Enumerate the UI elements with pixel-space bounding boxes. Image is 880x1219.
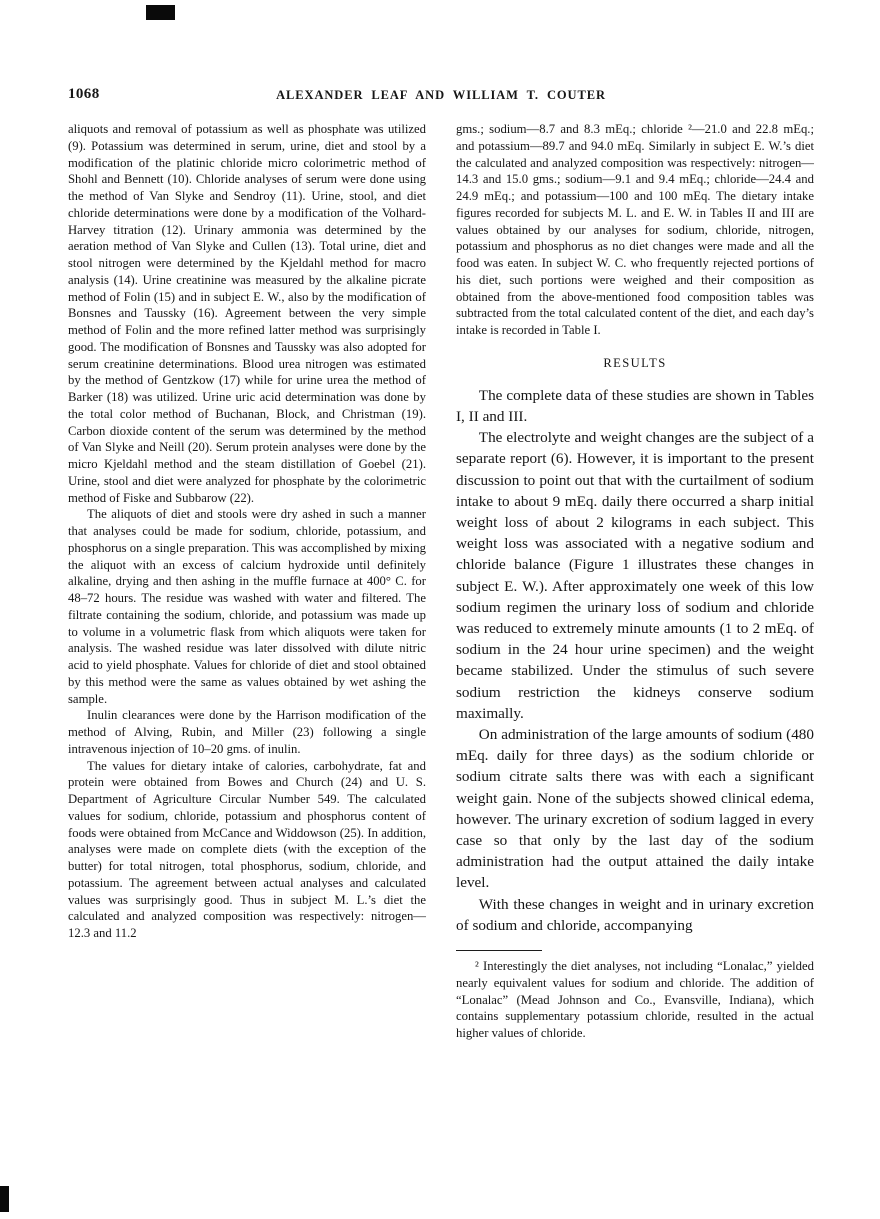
- paragraph: The electrolyte and weight changes are the subject of a separate report (6). However, it is important to the present discussion to point out that with the curtailment of sodium intake to about 9 mEq. daily there occurred a sharp initial weight loss of about 2 kilograms in each subject. This weight loss was associated with a negative sodium and chloride balance (Figure 1 illustrates these changes in subject E. W.). After approximately one week of this low sodium regimen the urinary loss of sodium and chloride was reduced to extremely minute amounts (1 to 2 mEq. of sodium in the 24 hour urine specimen) and the weight became stabilized. Under the stimulus of such severe sodium restriction the kidneys conserve sodium maximally.: [456, 429, 814, 722]
- footnote-rule: [456, 950, 542, 951]
- paragraph: aliquots and removal of potassium as well as phosphate was utilized (9). Potassium was determined in serum, urine, diet and stool by a modification of the platinic chloride micro colorimetric method of Shohl and Bennett (10). Chloride analyses of serum were done using the method of Van Slyke and Sendroy (11). Urine, stool, and diet chloride determinations were done by a modification of the Volhard-Harvey titration (12). Urinary ammonia was determined by the aeration method of Van Slyke and Cullen (13). Total urine, diet and stool nitrogen were determined by the Kjeldahl method for macro analysis (14). Urine creatinine was measured by the alkaline picrate method of Folin (15) and in subject E. W., also by the modification of Bonsnes and Taussky (16). Agreement between the very simple method of Folin and the more refined latter method was surprisingly good. The modification of Bonsnes and Taussky was also adopted for serum creatinine determinations. Blood urea nitrogen was estimated by the method of Gentzkow (17) while for urine urea the method of Barker (18) was utilized. Urine uric acid determination was done by the total color method of Buchanan, Block, and Christman (19). Carbon dioxide content of the serum was determined by the method of Van Slyke and Neill (20). Serum protein analyses were done by the micro Kjeldahl method and the steam distillation of Goebel (21). Urine, stool and diet were analyzed for phosphate by the colorimetric method of Fiske and Subbarow (22).: [68, 122, 426, 505]
- paragraph: gms.; sodium—8.7 and 8.3 mEq.; chloride ²—21.0 and 22.8 mEq.; and potassium—89.7 and 94.0 mEq. Similarly in subject E. W.’s diet the calculated and analyzed composition was respectively: nitrogen—14.3 and 15.0 gms.; sodium—9.1 and 9.4 mEq.; chloride—24.4 and 24.9 mEq.; and potassium—100 and 100 mEq. The dietary intake figures recorded for subjects M. L. and E. W. in Tables II and III are values obtained by our analyses for sodium, chloride, nitrogen, potassium and phosphorus as no diet changes were made and all the food was eaten. In subject W. C. who frequently rejected portions of his diet, such portions were weighed and their composition as obtained from the above-mentioned food composition tables was subtracted from the total calculated content of the diet, and each day’s intake is recorded in Table I.: [456, 122, 814, 337]
- paragraph: With these changes in weight and in urinary excretion of sodium and chloride, accompanying: [456, 895, 814, 934]
- scan-artifact: [0, 1186, 9, 1212]
- scan-artifact: [146, 5, 175, 20]
- paragraph: On administration of the large amounts of sodium (480 mEq. daily for three days) as the sodium chloride or sodium citrate salts there was with each a significant weight gain. None of the subjects showed clinical edema, however. The urinary excretion of sodium lagged in every case so that only by the last day of the sodium administration had the output attained the daily intake level.: [456, 726, 814, 892]
- left-column: [68, 121, 426, 942]
- running-head: ALEXANDER LEAF AND WILLIAM T. COUTER: [276, 88, 606, 102]
- paragraph: The complete data of these studies are shown in Tables I, II and III.: [456, 386, 814, 425]
- page-number: 1068: [68, 86, 100, 102]
- paragraph: The aliquots of diet and stools were dry ashed in such a manner that analyses could be made for sodium, chloride, potassium, and phosphorus on a single preparation. This was accomplished by mixing the aliquot with an excess of calcium hydroxide until definitely alkaline, drying and then ashing in the muffle furnace at 400° C. for 48–72 hours. The residue was washed with water and filtered. The filtrate containing the sodium, chloride, and potassium was made up to volume in a volumetric flask from which aliquots were taken for analysis. The washed residue was later dissolved with dilute nitric acid to yield phosphate. Values for chloride of diet and stool obtained by this method were the same as values obtained by wet ashing the sample.: [68, 507, 426, 706]
- paragraph: The values for dietary intake of calories, carbohydrate, fat and protein were obtained from Bowes and Church (24) and U. S. Department of Agriculture Circular Number 549. The calculated values for sodium, chloride, potassium and phosphorus content of foods were obtained from McCance and Widdowson (25). In addition, analyses were made on complete diets (with the exception of the butter) for total nitrogen, total phosphorus, sodium, chloride, and potassium. The agreement between actual analyses and calculated values was surprisingly good. Thus in subject M. L.’s diet the calculated and analyzed composition was respectively: nitrogen—12.3 and 11.2: [68, 758, 426, 940]
- paragraph: Inulin clearances were done by the Harrison modification of the method of Alving, Rubin, and Miller (23) following a single intravenous injection of 10–20 gms. of inulin.: [68, 708, 426, 756]
- page-header: [68, 86, 814, 106]
- footnote: ² Interestingly the diet analyses, not including “Lonalac,” yielded nearly equivalent values for sodium and chloride. The addition of “Lonalac” (Mead Johnson and Co., Evansville, Indiana), which contains supplementary potassium chloride, resulted in the actual higher values of chloride.: [456, 959, 814, 1041]
- right-column: [456, 121, 814, 1042]
- section-heading: RESULTS: [603, 355, 667, 370]
